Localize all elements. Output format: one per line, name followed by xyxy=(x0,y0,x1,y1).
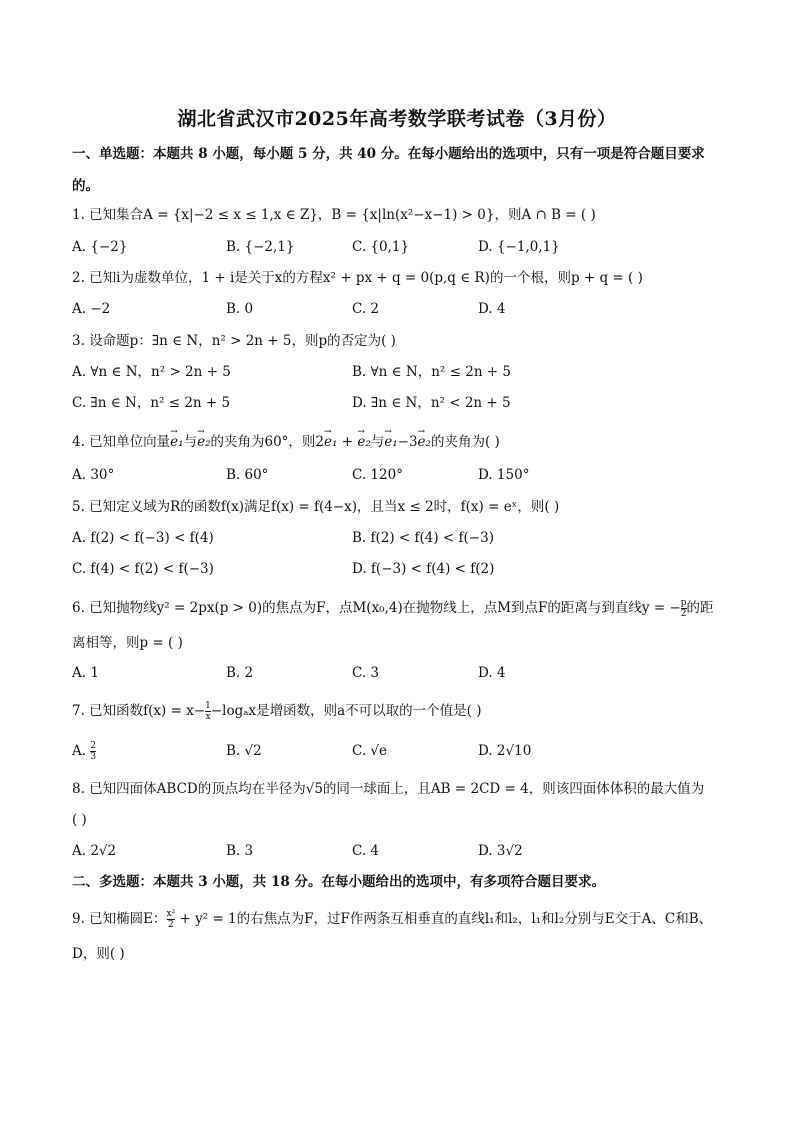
q2-option-a: A. −2 xyxy=(72,301,111,317)
q1-option-b: B. {−2,1} xyxy=(226,239,295,255)
q6-option-a: A. 1 xyxy=(72,665,99,681)
q4-option-c: C. 120° xyxy=(352,467,403,483)
question-6-stem-cont: 离相等，则p = ( ) xyxy=(72,635,183,651)
question-8-stem-cont: ( ) xyxy=(72,812,87,828)
q7-stem-part-a: 7. 已知函数f(x) = x− xyxy=(72,703,206,719)
q8-option-a: A. 2√2 xyxy=(72,843,117,859)
q4-option-b: B. 60° xyxy=(226,467,269,483)
q6-option-d: D. 4 xyxy=(478,665,506,681)
vector-e1: → e₁ xyxy=(324,432,337,452)
vector-e2: → e₂ xyxy=(418,432,431,452)
question-7-stem xyxy=(72,701,481,722)
q6-stem-part-b: 的距 xyxy=(686,600,714,616)
fraction-numerator: p xyxy=(680,598,687,608)
question-9-stem-cont: D，则( ) xyxy=(72,946,125,962)
question-2-stem: 2. 已知i为虚数单位，1 + i是关于x的方程x² + px + q = 0(p,q ∈ R)的一个根，则p + q = ( ) xyxy=(72,270,643,286)
q7-stem-part-b: −logₐx是增函数，则a不可以取的一个值是( ) xyxy=(210,703,482,719)
page-title: 湖北省武汉市2025年高考数学联考试卷（3月份） xyxy=(177,108,617,130)
q6-option-b: B. 2 xyxy=(226,665,254,681)
q7-option-b: B. √2 xyxy=(226,743,262,759)
fraction-denominator: x xyxy=(205,712,211,722)
q6-stem-part-a: 6. 已知抛物线y² = 2px(p > 0)的焦点为F，点M(x₀,4)在抛物线上，点M到点F的距离与到直线y = − xyxy=(72,600,681,616)
q4-minus: −3 xyxy=(397,434,418,450)
q2-option-c: C. 2 xyxy=(352,301,380,317)
vector-e1: → e₁ xyxy=(384,432,397,452)
q8-option-b: B. 3 xyxy=(226,843,254,859)
section1-heading: 一、单选题：本题共 8 小题，每小题 5 分，共 40 分。在每小题给出的选项中，只有一项是符合题目要求 xyxy=(72,146,705,162)
fraction-2-over-3 xyxy=(90,741,96,762)
fraction-denominator: 2 xyxy=(680,609,687,619)
fraction-numerator: 2 xyxy=(90,741,97,751)
q8-option-d: D. 3√2 xyxy=(478,843,523,859)
q2-option-b: B. 0 xyxy=(226,301,254,317)
question-8-stem: 8. 已知四面体ABCD的顶点均在半径为√5的同一球面上，且AB = 2CD = 4，则该四面体体积的最大值为 xyxy=(72,781,705,797)
question-4-stem xyxy=(72,432,500,452)
q7-option-d: D. 2√10 xyxy=(478,743,532,759)
question-5-stem: 5. 已知定义域为R的函数f(x)满足f(x) = f(4−x)，且当x ≤ 2时，f(x) = eˣ，则( ) xyxy=(72,499,560,515)
q1-option-a: A. {−2} xyxy=(72,239,128,255)
q1-option-c: C. {0,1} xyxy=(352,239,410,255)
q7-option-c: C. √e xyxy=(352,743,388,759)
q4-stem-part-b: 的夹角为60°，则2 xyxy=(210,434,325,450)
q9-stem-prefix: 9. 已知椭圆E： xyxy=(72,911,167,927)
section2-heading: 二、多选题：本题共 3 小题，共 18 分。在每小题给出的选项中，有多项符合题目要求。 xyxy=(72,874,605,890)
question-6-stem xyxy=(72,598,714,619)
vector-e1: → e₁ xyxy=(170,432,183,452)
q4-stem-part-c: 的夹角为( ) xyxy=(430,434,500,450)
fraction-numerator: x² xyxy=(166,909,176,919)
q4-plus: + xyxy=(337,434,358,450)
q4-with-2: 与 xyxy=(370,434,385,450)
fraction-denominator: 2 xyxy=(168,920,174,930)
q4-option-a: A. 30° xyxy=(72,467,115,483)
q9-stem-part-a: + y² = 1的右焦点为F，过F作两条互相垂直的直线l₁和l₂，l₁和l₂分别与E交于A、C和B、 xyxy=(175,911,713,927)
vector-e2: → e₂ xyxy=(197,432,210,452)
q1-option-d: D. {−1,0,1} xyxy=(478,239,560,255)
question-1-stem: 1. 已知集合A = {x|−2 ≤ x ≤ 1,x ∈ Z}，B = {x|ln(x²−x−1) > 0}，则A ∩ B = ( ) xyxy=(72,207,596,223)
q8-option-c: C. 4 xyxy=(352,843,380,859)
q5-option-d: D. f(−3) < f(4) < f(2) xyxy=(352,561,495,577)
question-3-stem: 3. 设命题p：∃n ∈ N，n² > 2n + 5，则p的否定为( ) xyxy=(72,333,396,349)
q3-option-a: A. ∀n ∈ N，n² > 2n + 5 xyxy=(72,364,231,380)
fraction-numerator: 1 xyxy=(205,701,211,711)
q7-option-a xyxy=(72,741,96,762)
q2-option-d: D. 4 xyxy=(478,301,506,317)
q3-option-c: C. ∃n ∈ N，n² ≤ 2n + 5 xyxy=(72,395,231,411)
q5-option-b: B. f(2) < f(4) < f(−3) xyxy=(352,530,494,546)
fraction-denominator: 3 xyxy=(90,752,97,762)
vector-e2: → e₂ xyxy=(357,432,370,452)
q4-stem-part-a: 4. 已知单位向量 xyxy=(72,434,171,450)
q3-option-d: D. ∃n ∈ N，n² < 2n + 5 xyxy=(352,395,511,411)
q4-option-d: D. 150° xyxy=(478,467,530,483)
q5-option-c: C. f(4) < f(2) < f(−3) xyxy=(72,561,214,577)
q7-option-a-label: A. xyxy=(72,743,91,759)
question-9-stem xyxy=(72,909,712,930)
q4-with: 与 xyxy=(183,434,198,450)
q5-option-a: A. f(2) < f(−3) < f(4) xyxy=(72,530,214,546)
section1-heading-cont: 的。 xyxy=(72,178,99,194)
fraction-x2-over-2 xyxy=(167,909,176,930)
q6-option-c: C. 3 xyxy=(352,665,380,681)
q3-option-b: B. ∀n ∈ N，n² ≤ 2n + 5 xyxy=(352,364,512,380)
